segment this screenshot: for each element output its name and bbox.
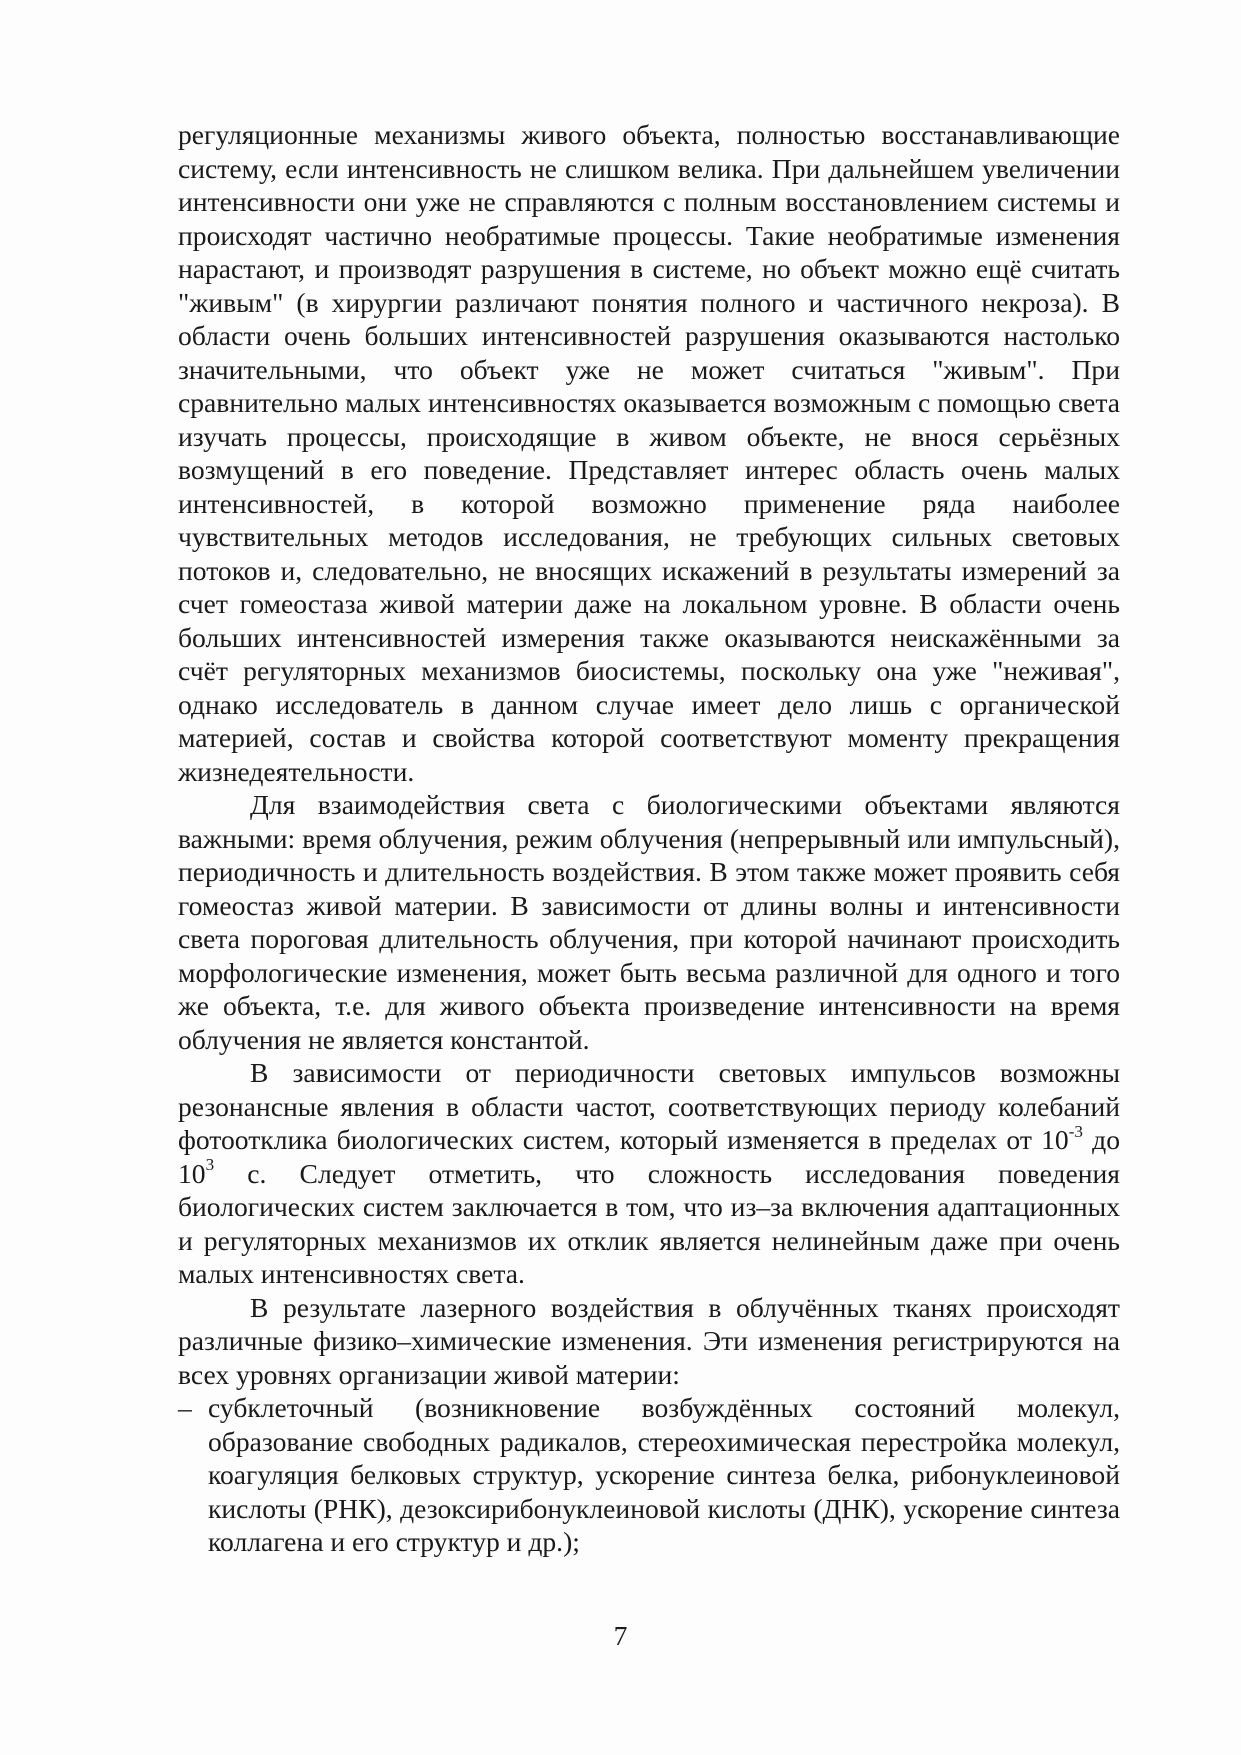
body-text: [178, 118, 1120, 1559]
page-number: 7: [613, 1620, 628, 1651]
exponent-3: 3: [205, 1155, 215, 1175]
exponent-minus-3: -3: [1068, 1121, 1083, 1141]
paragraph-3-part-2: до 10: [178, 1124, 1120, 1189]
paragraph-3-part-3: с. Следует отметить, что сложность исследования поведения биологических систем заключается в том, что из–за включения адаптационных и регуляторных механизмов их отклик является нелинейным даже при очень малых интенсивностях света.: [178, 1157, 1120, 1289]
list-item: [178, 1391, 1120, 1559]
paragraph-2: Для взаимодействия света с биологическими объектами являются важными: время облучения, режим облучения (непрерывный или импульсный), периодичность и длительность воздействия. В этом также может проявить себя гомеостаз живой материи. В зависимости от длины волны и интенсивности света пороговая длительность облучения, при которой начинают происходить морфологические изменения, может быть весьма различной для одного и того же объекта, т.е. для живого объекта произведение интенсивности на время облучения не является константой.: [178, 789, 1120, 1055]
list-item-text: субклеточный (возникновение возбуждённых состояний молекул, образование свободных радикалов, стереохимическая перестройка молекул, коагуляция белковых структур, ускорение синтеза белка, рибонуклеиновой кислоты (РНК), дезоксирибонуклеиновой кислоты (ДНК), ускорение синтеза коллагена и его структур и др.);: [208, 1392, 1120, 1557]
list-marker: –: [178, 1392, 192, 1423]
paragraph-3: [178, 1056, 1120, 1291]
paragraph-1: регуляционные механизмы живого объекта, полностью восстанавливающие систему, если интенсивность не слишком велика. При дальнейшем увеличении интенсивности они уже не справляются с полным восстановлением системы и происходят частично необратимые процессы. Такие необратимые изменения нарастают, и производят разрушения в системе, но объект можно ещё считать "живым" (в хирургии различают понятия полного и частичного некроза). В области очень больших интенсивностей разрушения оказываются настолько значительными, что объект уже не может считаться "живым". При сравнительно малых интенсивностях оказывается возможным с помощью света изучать процессы, происходящие в живом объекте, не внося серьёзных возмущений в его поведение. Представляет интерес область очень малых интенсивностей, в которой возможно применение ряда наиболее чувствительных методов исследования, не требующих сильных световых потоков и, следовательно, не вносящих искажений в результаты измерений за счет гомеостаза живой материи даже на локальном уровне. В области очень больших интенсивностей измерения также оказываются неискажёнными за счёт регуляторных механизмов биосистемы, поскольку она уже "неживая", однако исследователь в данном случае имеет дело лишь с органической материей, состав и свойства которой соответствуют моменту прекращения жизнедеятельности.: [178, 119, 1120, 787]
paragraph-3-part-1: В зависимости от периодичности световых импульсов возможны резонансные явления в области частот, соответствующих периоду колебаний фотоотклика биологических систем, который изменяется в пределах от 10: [178, 1057, 1120, 1155]
paragraph-4: В результате лазерного воздействия в облучённых тканях происходят различные физико–химические изменения. Эти изменения регистрируются на всех уровнях организации живой материи:: [178, 1291, 1120, 1390]
